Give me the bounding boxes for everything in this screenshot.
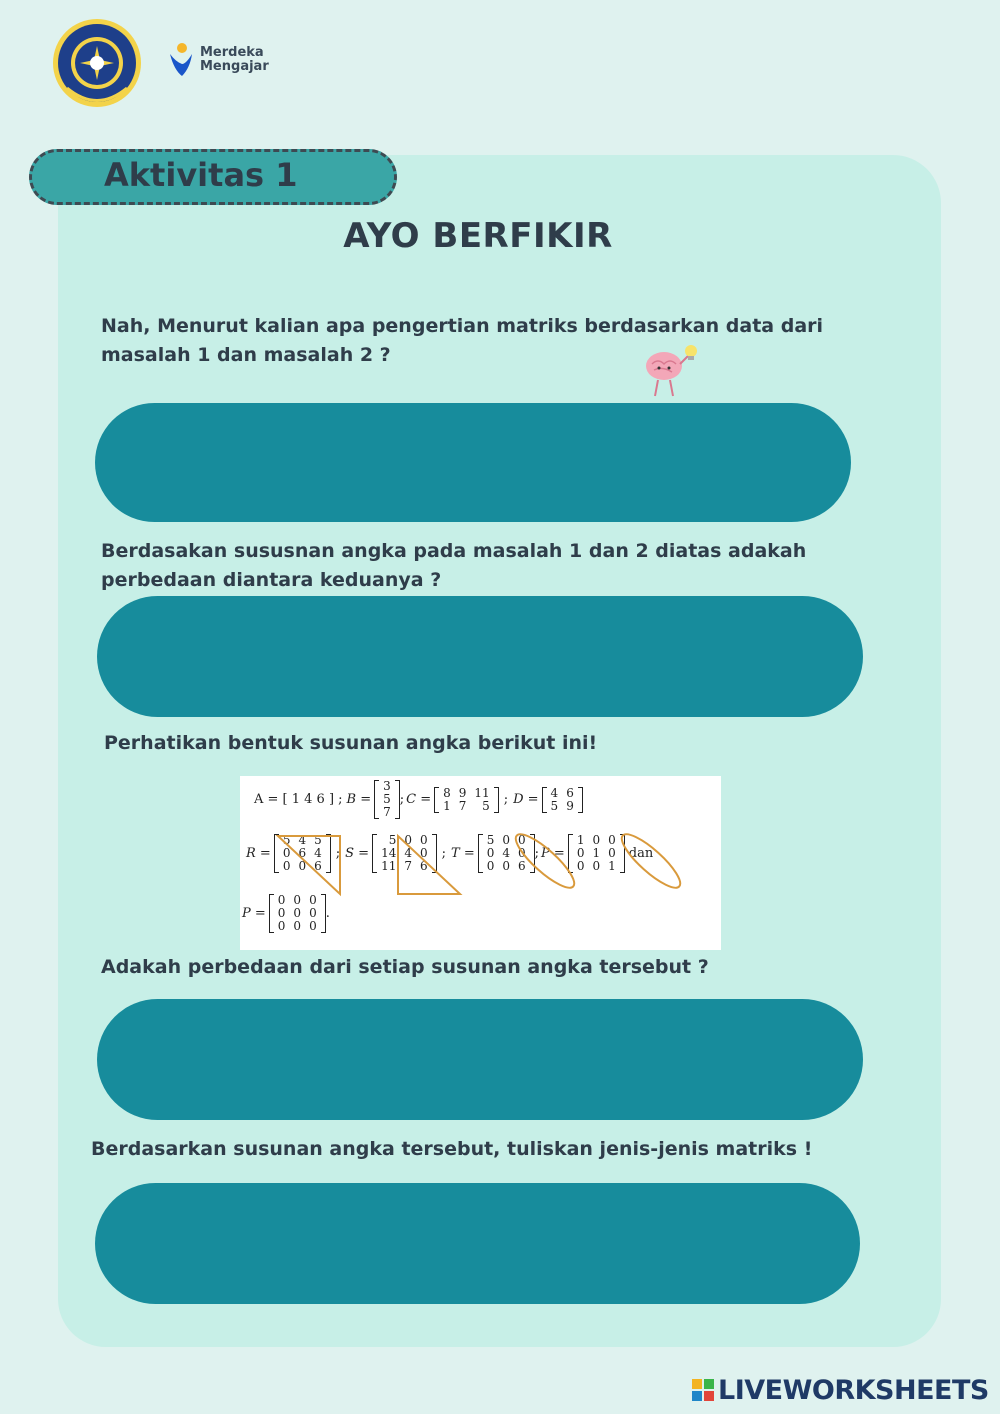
matrix-r-label: R =	[246, 846, 271, 861]
matrix-p2-cell: 0	[293, 919, 302, 933]
matrix-d-table	[547, 787, 578, 813]
matrix-t-label: T =	[451, 846, 475, 861]
matrix-t-cell: 0	[502, 859, 511, 873]
matrix-c-row	[439, 800, 494, 813]
matrix-t-cell: 0	[502, 833, 511, 847]
matrix-t-table	[483, 834, 530, 873]
page-title: AYO BERFIKIR	[343, 216, 613, 256]
matrix-s-cell: 5	[388, 833, 397, 847]
matrix-p2-cell: 0	[309, 919, 317, 933]
matrix-examples-image	[240, 776, 721, 950]
matrix-s-cell: 11	[381, 859, 397, 873]
matrix-p2-label: P =	[242, 906, 266, 921]
matrix-r-row	[279, 860, 326, 873]
liveworksheets-text: LIVEWORKSHEETS	[718, 1374, 989, 1406]
matrix-p2-cell: 0	[277, 906, 286, 920]
matrix-separator: ;	[441, 846, 447, 861]
matrix-p-cell: 0	[576, 846, 585, 860]
matrix-b-cell: 3	[383, 779, 391, 793]
answer-input-3[interactable]	[97, 999, 863, 1120]
matrix-s-cell: 0	[420, 846, 428, 860]
matrix-p-label: P =	[541, 846, 565, 861]
matrix-c-cell: 7	[458, 798, 467, 813]
matrix-dan-text: dan	[628, 846, 654, 861]
matrix-r-cell: 0	[282, 859, 291, 873]
matrix-p2-row	[274, 920, 321, 933]
matrix-c-cell: 1	[443, 798, 451, 813]
matrix-r-cell: 0	[298, 859, 307, 873]
matrix-c-label: C =	[406, 792, 432, 807]
matrix-c-table	[439, 787, 494, 813]
matrix-t	[478, 834, 535, 873]
matrix-t-cell: 0	[518, 833, 526, 847]
matrix-c-cell: 9	[458, 785, 467, 800]
matrix-p2-cell: 0	[277, 919, 286, 933]
matrix-d-cell: 4	[550, 785, 559, 800]
answer-input-4[interactable]	[95, 1183, 860, 1304]
matrix-t-cell: 0	[486, 846, 495, 860]
matrix-s-row	[377, 860, 432, 873]
matrix-c-row	[439, 787, 494, 800]
matrix-p-cell: 0	[608, 846, 616, 860]
matrix-period: .	[325, 906, 330, 921]
matrix-s-cell: 6	[420, 859, 428, 873]
activity-tab-label: Aktivitas 1	[104, 156, 298, 194]
matrix-p2-cell: 0	[293, 893, 302, 907]
matrix-s-cell: 4	[404, 846, 412, 860]
matrix-t-cell: 5	[486, 833, 495, 847]
question-4: Berdasarkan susunan angka tersebut, tuliskan jenis-jenis matriks !	[91, 1138, 813, 1160]
matrix-row-1	[254, 780, 583, 819]
matrix-s-cell: 14	[381, 846, 397, 860]
brain-lightbulb-icon	[642, 340, 702, 398]
matrix-d-row	[547, 800, 578, 813]
matrix-p2-cell: 0	[277, 893, 286, 907]
matrix-c-cell: 11	[474, 785, 490, 800]
liveworksheets-icon	[692, 1379, 714, 1401]
matrix-r	[274, 834, 331, 873]
matrix-r-cell: 5	[314, 833, 322, 847]
matrix-s-label: S =	[345, 846, 370, 861]
question-3-intro: Perhatikan bentuk susunan angka berikut ini!	[104, 732, 598, 754]
matrix-b-cell: 5	[383, 792, 391, 806]
activity-tab	[29, 149, 397, 205]
matrix-r-cell: 4	[314, 846, 322, 860]
matrix-s	[372, 834, 437, 873]
matrix-t-cell: 4	[502, 846, 511, 860]
matrix-p2-table	[274, 894, 321, 933]
matrix-t-cell: 0	[518, 846, 526, 860]
matrix-separator: ;	[534, 846, 540, 861]
matrix-p-table	[573, 834, 620, 873]
matrix-r-cell: 4	[298, 833, 307, 847]
matrix-t-cell: 6	[518, 859, 526, 873]
merdeka-text: Merdeka	[200, 45, 264, 60]
matrix-separator: ;	[335, 846, 341, 861]
matrix-p2	[269, 894, 326, 933]
matrix-d-label: D =	[513, 792, 539, 807]
answer-input-2[interactable]	[97, 596, 863, 717]
question-2: Berdasakan sususnan angka pada masalah 1 dan 2 diatas adakah perbedaan diantara keduanya ?	[101, 540, 807, 591]
answer-input-1[interactable]	[95, 403, 851, 522]
matrix-r-cell: 0	[282, 846, 291, 860]
matrix-p-cell: 1	[576, 833, 585, 847]
matrix-p-cell: 0	[592, 833, 601, 847]
matrix-p-cell: 1	[608, 859, 616, 873]
matrix-b-label: B =	[346, 792, 372, 807]
university-logo	[52, 18, 142, 108]
matrix-b-table	[379, 780, 395, 819]
matrix-s-cell: 0	[404, 833, 412, 847]
matrix-row-2	[246, 834, 653, 873]
matrix-b	[374, 780, 400, 819]
merdeka-mengajar-logo	[166, 42, 276, 84]
question-3: Adakah perbedaan dari setiap susunan angka tersebut ?	[101, 956, 709, 978]
matrix-separator: ;	[399, 792, 405, 807]
matrix-separator: ;	[503, 792, 509, 807]
matrix-d-row	[547, 787, 578, 800]
matrix-p2-cell: 0	[309, 906, 317, 920]
matrix-c-cell: 8	[443, 785, 451, 800]
question-1: Nah, Menurut kalian apa pengertian matriks berdasarkan data dari masalah 1 dan masalah 2 ?	[101, 315, 824, 366]
matrix-a-label: A = [ 1 4 6 ] ;	[254, 792, 343, 807]
matrix-s-table	[377, 834, 432, 873]
matrix-p-row	[573, 860, 620, 873]
matrix-p-cell: 1	[592, 846, 601, 860]
matrix-p-cell: 0	[576, 859, 585, 873]
matrix-d-cell: 9	[566, 798, 574, 813]
matrix-p-cell: 0	[608, 833, 616, 847]
matrix-r-cell: 6	[298, 846, 307, 860]
matrix-p2-cell: 0	[309, 893, 317, 907]
matrix-d	[542, 787, 583, 813]
mengajar-text: Mengajar	[200, 59, 269, 74]
matrix-p2-cell: 0	[293, 906, 302, 920]
matrix-t-row	[483, 860, 530, 873]
liveworksheets-logo[interactable]	[692, 1374, 989, 1406]
matrix-b-row	[379, 806, 395, 819]
matrix-t-cell: 0	[486, 859, 495, 873]
matrix-r-table	[279, 834, 326, 873]
matrix-b-cell: 7	[383, 805, 391, 819]
matrix-c	[434, 787, 499, 813]
matrix-c-cell: 5	[482, 798, 490, 813]
merdeka-mengajar-icon	[166, 42, 196, 82]
matrix-r-cell: 5	[282, 833, 291, 847]
matrix-s-cell: 7	[404, 859, 412, 873]
matrix-s-cell: 0	[420, 833, 428, 847]
matrix-p	[568, 834, 625, 873]
matrix-r-cell: 6	[314, 859, 322, 873]
matrix-row-3	[242, 894, 330, 933]
matrix-d-cell: 5	[550, 798, 559, 813]
matrix-d-cell: 6	[566, 785, 574, 800]
matrix-p-cell: 0	[592, 859, 601, 873]
